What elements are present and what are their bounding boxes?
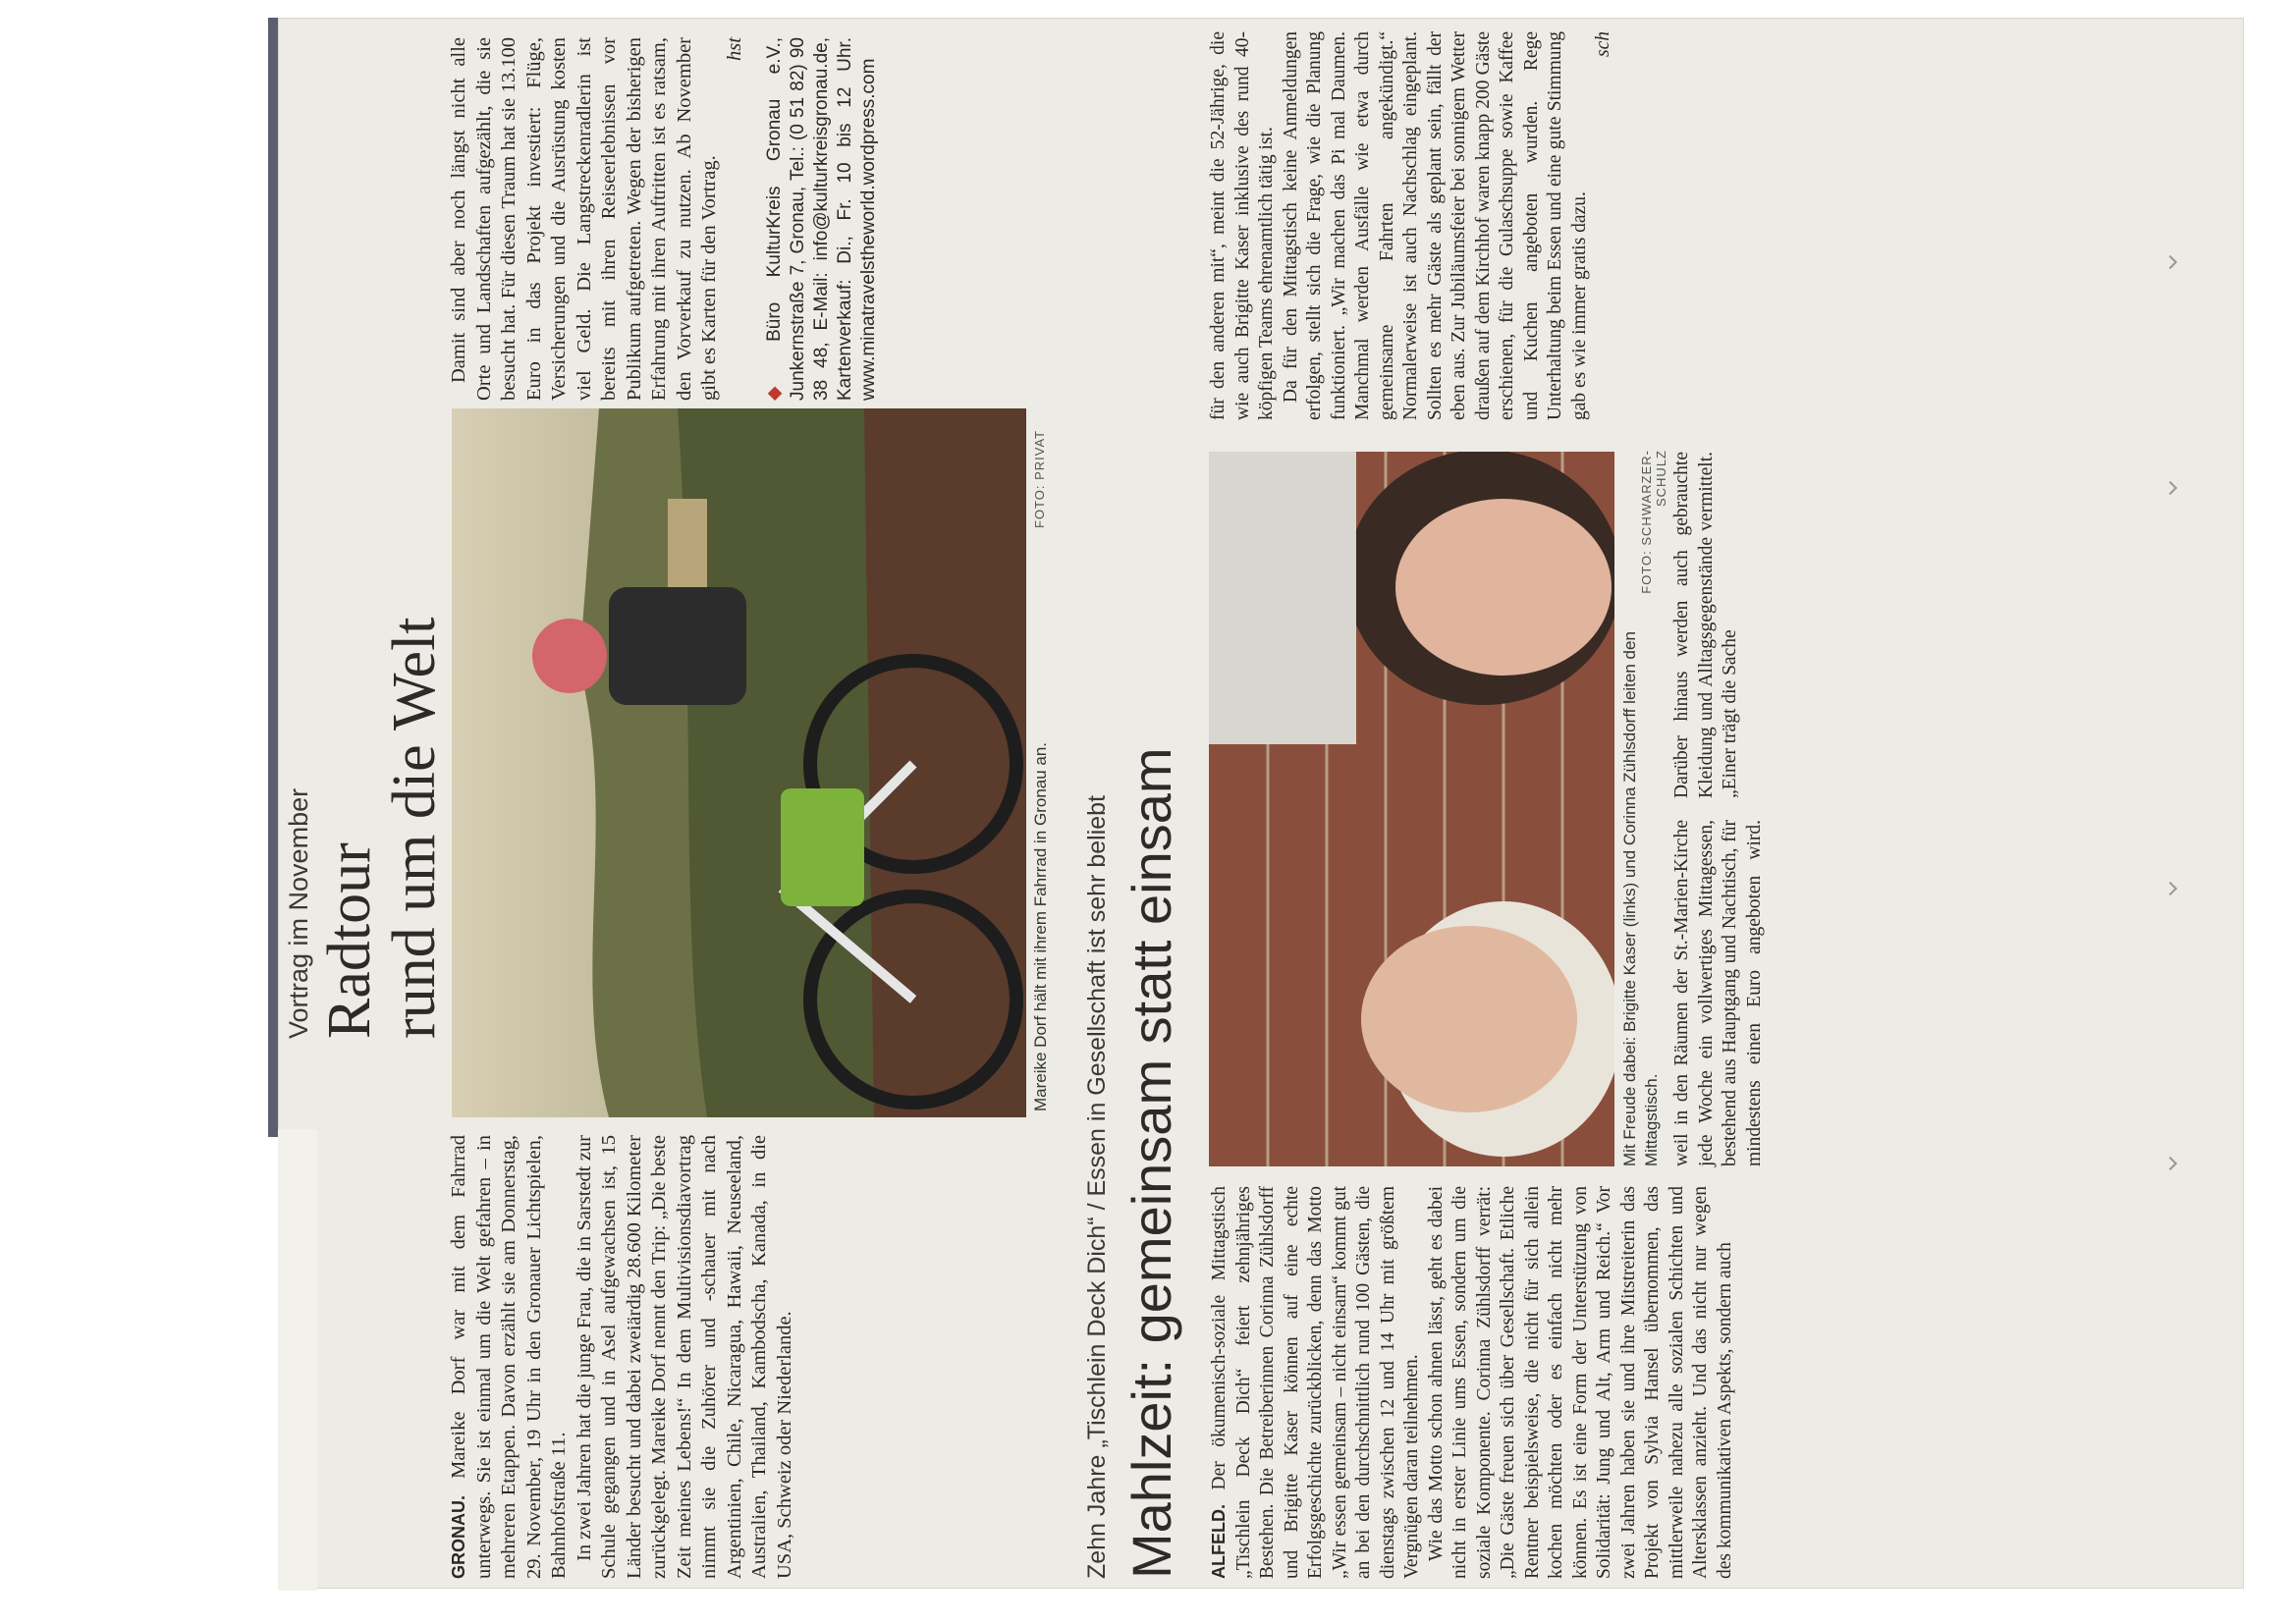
dateline: ALFELD. — [1209, 1504, 1229, 1579]
article2-kicker: Zehn Jahre „Tischlein Deck Dich“ / Essen in Gesellschaft ist sehr beliebt — [1083, 794, 1111, 1579]
article1-col3 — [447, 37, 881, 401]
paragraph: Damit sind aber noch längst nicht alle Orte und Landschaften aufgezählt, die sie besucht hat. Für diesen Traum hat sie 13.100 Euro in das Projekt investiert: Flüge, Versicherungen und die Ausrüstung kosten viel Geld. Die Langstreckenradlerin ist bereits mit ihren Reiseerlebnissen vor Publikum aufgetreten. Wegen der bisherigen Erfahrung mit ihren Auftritten ist es ratsam, den Vorverkauf zu nutzen. Ab November gibt es Karten für den Vortrag. — [448, 37, 720, 401]
article2-lower-text — [1670, 452, 1936, 1166]
article2-col3 — [1207, 31, 1616, 420]
paragraph: für den anderen mit“, meint die 52-Jährige, die wie auch Brigitte Kaser inklusive des rund 40-köpfigen Teams ehrenamtlich tätig ist. — [1208, 31, 1277, 420]
paragraph: Wie das Motto schon ahnen lässt, geht es dabei nicht in erster Linie ums Essen, sondern um die soziale Komponente. Corinna Zühlsdorff verrät: „Die Gäste freuen sich über Gesellschaft. Etliche Rentner beispielsweise, die nicht für sich allein kochen möchten oder es einfach nicht mehr können. Es ist eine Form der Unterstützung von Solidarität: Jung und Alt, Arm und Reich.“ Vor zwei Jahren haben sie und ihre Mitstreiterin das Projekt von Sylvia Hansel übernommen, das mittlerweile nahezu alle sozialen Schichten und Altersklassen anzieht. Und das nicht nur wegen des kommunikativen Aspekts, sondern auch — [1425, 1186, 1735, 1579]
headline-line1: Radtour — [316, 842, 383, 1039]
article2-author: sch — [1593, 31, 1613, 57]
article2-col1 — [1207, 1186, 1737, 1579]
article1-kicker: Vortrag im November — [284, 787, 313, 1039]
mittagstisch-photo-image — [1209, 452, 1614, 1166]
paragraph: Der ökumenisch-soziale Mittagstisch „Tischlein Deck Dich“ feiert zehnjähriges Bestehen. Die Betreiberinnen Corinna Zühlsdorff und Brigitte Kaser können auf eine echte Erfolgsgeschichte zurückblicken, denn das Motto „Wir essen gemeinsam – nicht einsam“ kommt gut an bei den durchschnittlich rund 100 Gästen, die dienstags zwischen 12 und 14 Uhr mit größtem Vergnügen daran teilnehmen. — [1209, 1185, 1422, 1579]
article2-photo-caption: Mit Freude dabei: Brigitte Kaser (links) und Corinna Zühlsdorff leiten den Mittagstisch. — [1620, 631, 1661, 1166]
paragraph: Da für den Mittagstisch keine Anmeldungen erfolgen, stellt sich die Frage, wie die Planung funktioniert. „Wir machen das Pi mal Daumen. Manchmal werden Ausfälle wie etwa durch gemeinsame Fahrten angekündigt.“ Normalerweise ist auch Nachschlag eingeplant. Sollten es mehr Gäste als geplant sein, fällt der eben aus. Zur Jubiläumsfeier bei sonnigem Wetter draußen auf dem Kirchhof waren knapp 200 Gäste erschienen, für die Gulaschsuppe sowie Kaffee und Kuchen angeboten wurden. Rege Unterhaltung beim Essen und eine gute Stimmung gab es wie immer gratis dazu. — [1280, 31, 1590, 420]
info-text: Büro KulturKreis Gronau e.V., Junkernstraße 7, Gronau, Tel.: (0 51 82) 90 38 48, E-Mail: info@kulturkreisgronau.de, Kartenverkauf: Di., Fr. 10 bis 12 Uhr. www.minatravelstheworld.wordpress.com — [764, 37, 879, 401]
bullet-icon: ◆ — [764, 366, 785, 401]
cyclist-photo — [452, 408, 1026, 1117]
article1-photo-credit: FOTO: PRIVAT — [1032, 429, 1047, 528]
article1-headline — [317, 352, 447, 1039]
article2-headline: Mahlzeit: gemeinsam statt einsam — [1121, 747, 1182, 1579]
paragraph: weil in den Räumen der St.-Marien-Kirche jede Woche ein vollwertiges Mittagessen, bestehend aus Hauptgang und Nachtisch, für mindestens einen Euro angeboten wird. Darüber hinaus werden auch gebrauchte Kleidung und Alltagsgegenstände vermittelt. „Einer trägt die Sache — [1671, 452, 1765, 1166]
article1-col1 — [447, 1135, 797, 1579]
cyclist-photo-image — [452, 408, 1026, 1117]
mittagstisch-photo — [1209, 452, 1614, 1166]
headline-line2: rund um die Welt — [381, 617, 448, 1039]
article1-author: hst — [723, 37, 745, 61]
article1-photo-caption: Mareike Dorf hält mit ihrem Fahrrad in Gronau an. — [1031, 741, 1050, 1111]
article1-info-box — [763, 37, 881, 401]
article2-photo-credit: FOTO: SCHWARZER-SCHULZ — [1639, 450, 1668, 594]
paragraph: In zwei Jahren hat die junge Frau, die in Sarstedt zur Schule gegangen und in Asel aufgewachsen ist, 15 Länder besucht und dabei zweiärdig 28.600 Kilometer zurückgelegt. Mareike Dorf nennt den Trip: „Die beste Zeit meines Lebens!“ In dem Multivisionsdiavortrag nimmt sie die Zuhörer und -schauer mit nach Argentinien, Chile, Nicaragua, Hawaii, Neuseeland, Australien, Thailand, Kambodscha, Kanada, in die USA, Schweiz oder Niederlande. — [573, 1135, 795, 1579]
newspaper-page — [278, 18, 2244, 1589]
paragraph: Mareike Dorf war mit dem Fahrrad unterwegs. Sie ist einmal um die Welt gefahren – in mehreren Etappen. Davon erzählt sie am Donnerstag, 29. November, 19 Uhr in den Gronauer Lichtspielen, Bahnhofstraße 11. — [448, 1134, 570, 1579]
dateline: GRONAU. — [449, 1495, 468, 1579]
